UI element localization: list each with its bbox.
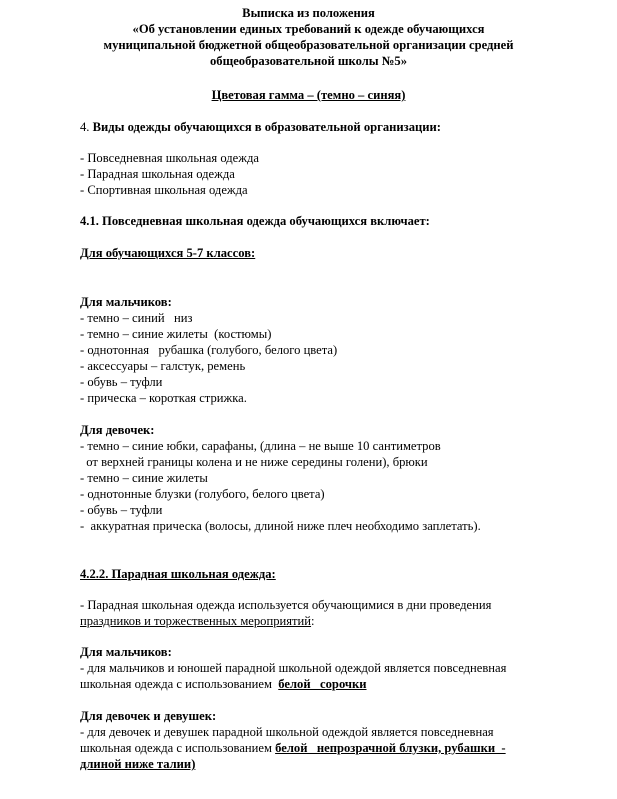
section-4-heading [80,120,441,135]
boys-heading: Для мальчиков: [80,295,172,309]
list-item: - темно – синий низ [80,311,193,325]
paragraph-line: - для мальчиков и юношей парадной школьной одеждой является повседневная [80,661,507,675]
list-item: - аккуратная прическа (волосы, длиной ниже плеч необходимо заплетать). [80,519,481,533]
paragraph-line [80,741,506,756]
paragraph-line: - для девочек и девушек парадной школьной одеждой является повседневная [80,725,494,739]
list-item: - прическа – короткая стрижка. [80,391,247,405]
colon: : [311,614,315,628]
color-scheme-heading: Цветовая гамма – (темно – синяя) [211,88,406,102]
list-item: - Парадная школьная одежда [80,167,235,181]
doc-heading-line-1: Выписка из положения [242,6,375,20]
list-item: - темно – синие жилеты (костюмы) [80,327,272,341]
holidays-phrase: праздников и торжественных мероприятий [80,614,312,628]
list-item: - однотонная рубашка (голубого, белого цвета) [80,343,338,357]
list-item: от верхней границы колена и не ниже середины голени), брюки [80,455,428,469]
section-4-2-2-heading: 4.2.2. Парадная школьная одежда: [80,567,276,581]
below-waist-phrase: длиной ниже талии) [80,757,196,771]
paragraph-line [80,677,367,692]
paragraph-line: - Парадная школьная одежда используется обучающимися в дни проведения [80,598,492,612]
section-4-1-heading: 4.1. Повседневная школьная одежда обучающихся включает: [80,214,430,228]
section-4-title: Виды одежды обучающихся в образовательной организации: [92,120,441,134]
grades-heading: Для обучающихся 5-7 классов: [80,246,256,260]
doc-heading-line-4: общеобразовательной школы №5» [209,54,408,68]
doc-heading-line-3: муниципальной бюджетной общеобразовательной организации средней [103,38,514,52]
doc-heading-line-2: «Об установлении единых требований к одежде обучающихся [132,22,485,36]
text-run: школьная одежда с использованием [80,741,276,755]
section-4-number: 4. [80,120,93,134]
paragraph-line [80,614,315,629]
text-run: школьная одежда с использованием [80,677,279,691]
formal-boys-heading: Для мальчиков: [80,645,172,659]
girls-heading: Для девочек: [80,423,155,437]
list-item: - однотонные блузки (голубого, белого цвета) [80,487,325,501]
list-item: - обувь – туфли [80,503,163,517]
white-blouse-phrase: белой непрозрачной блузки, рубашки - [275,741,506,755]
list-item: - Повседневная школьная одежда [80,151,259,165]
list-item: - Спортивная школьная одежда [80,183,248,197]
formal-girls-heading: Для девочек и девушек: [80,709,217,723]
list-item: - темно – синие юбки, сарафаны, (длина – не выше 10 сантиметров [80,439,441,453]
list-item: - темно – синие жилеты [80,471,208,485]
list-item: - обувь – туфли [80,375,163,389]
white-shirt-phrase: белой сорочки [278,677,367,691]
list-item: - аксессуары – галстук, ремень [80,359,246,373]
